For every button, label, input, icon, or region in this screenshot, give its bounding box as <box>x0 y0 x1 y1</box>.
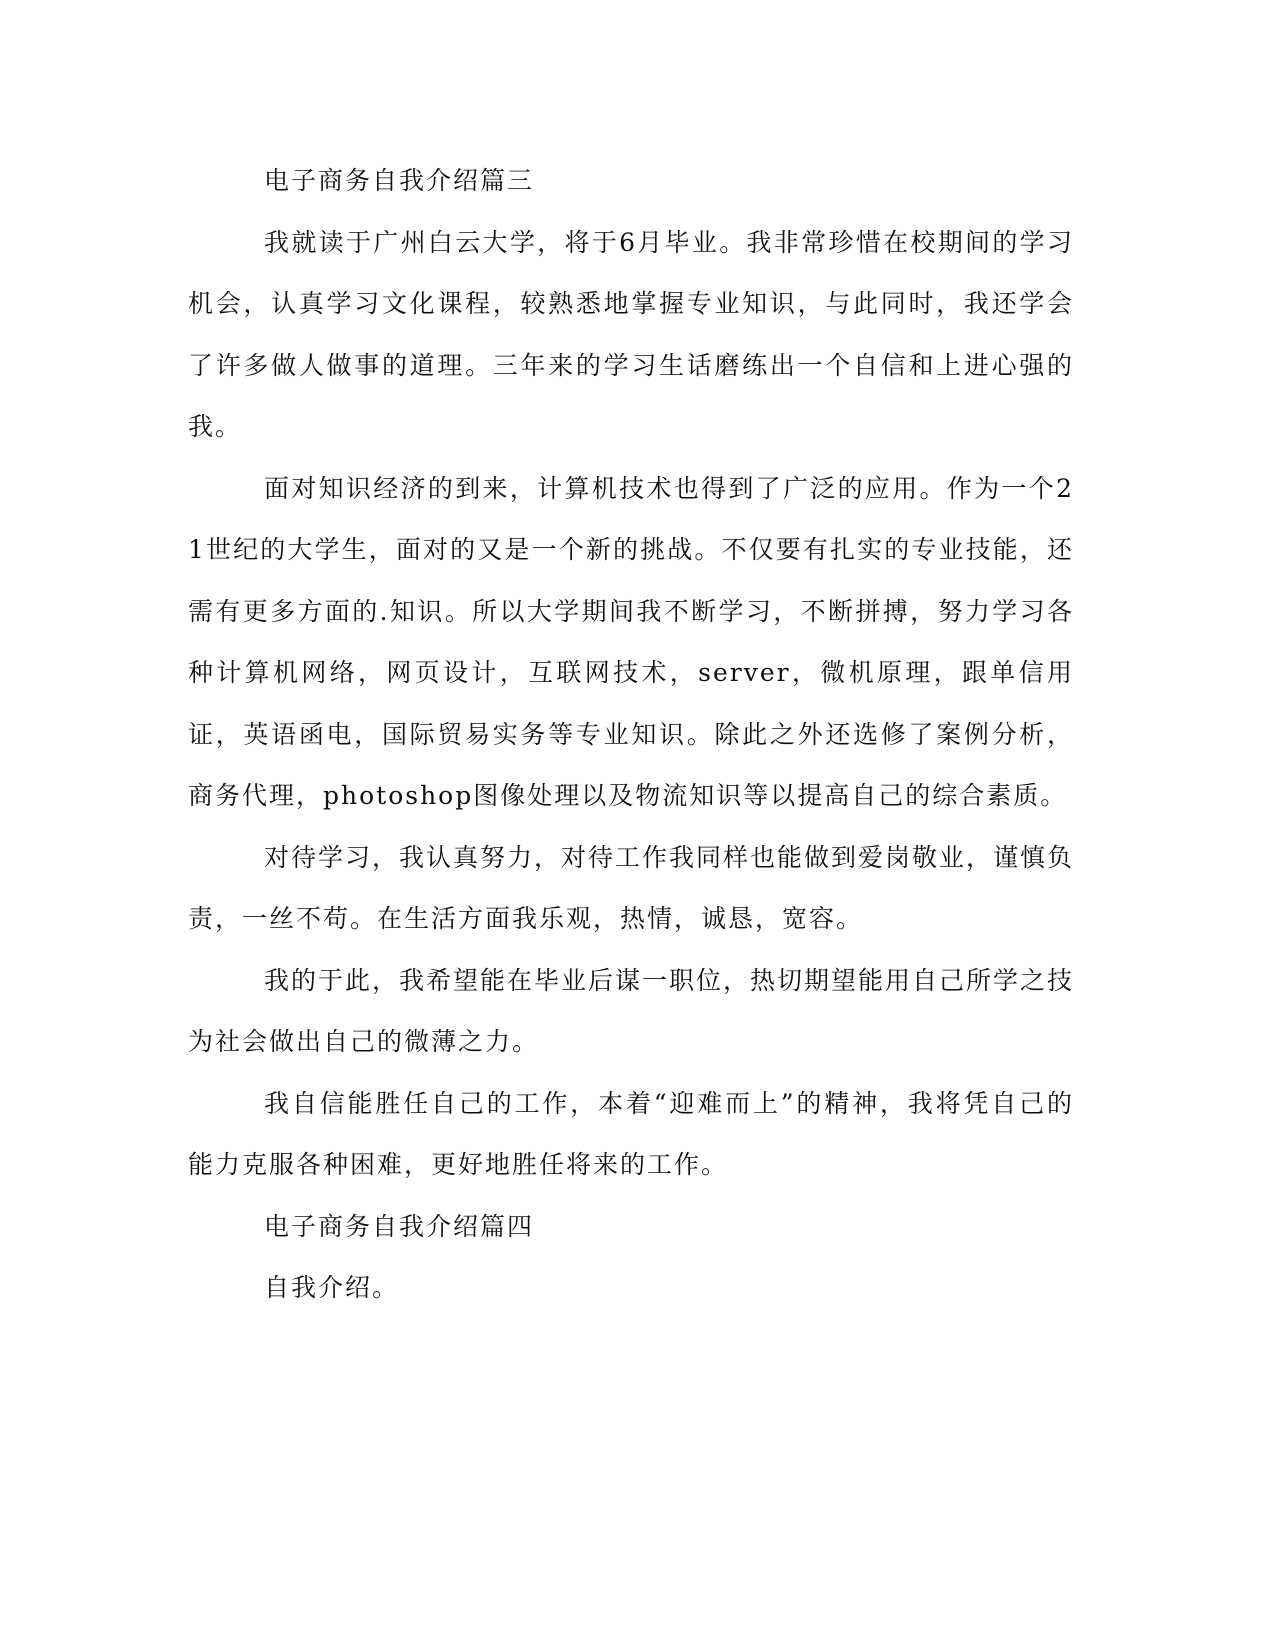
section-heading-3: 电子商务自我介绍篇三 <box>264 166 535 195</box>
closing-line: 自我介绍。 <box>264 1273 400 1302</box>
body-paragraph-2: 面对知识经济的到来，计算机技术也得到了广泛的应用。作为一个21世纪的大学生，面对的又是一个新的挑战。不仅要有扎实的专业技能，还需有更多方面的.知识。所以大学期间我不断学习，不断拼搏，努力学习各种计算机网络，网页设计，互联网技术，server，微机原理，跟单信用证，英语函电，国际贸易实务等专业知识。除此之外还选修了案例分析，商务代理，photoshop图像处理以及物流知识等以提高自己的综合素质。 <box>188 473 1074 810</box>
section-heading-4: 电子商务自我介绍篇四 <box>264 1211 535 1241</box>
body-paragraph-3: 对待学习，我认真努力，对待工作我同样也能做到爱岗敬业，谨慎负责，一丝不苟。在生活方面我乐观，热情，诚恳，宽容。 <box>188 842 1075 933</box>
body-paragraph-4: 我的于此，我希望能在毕业后谋一职位，热切期望能用自己所学之技为社会做出自己的微薄之力。 <box>188 965 1075 1056</box>
body-paragraph-5: 我自信能胜任自己的工作，本着“迎难而上”的精神，我将凭自己的能力克服各种困难，更好地胜任将来的工作。 <box>188 1088 1074 1179</box>
body-paragraph-1: 我就读于广州白云大学，将于6月毕业。我非常珍惜在校期间的学习机会，认真学习文化课程，较熟悉地掌握专业知识，与此同时，我还学会了许多做人做事的道理。三年来的学习生话磨练出一个自信和上进心强的我。 <box>188 227 1074 441</box>
document-body <box>188 150 1074 1319</box>
